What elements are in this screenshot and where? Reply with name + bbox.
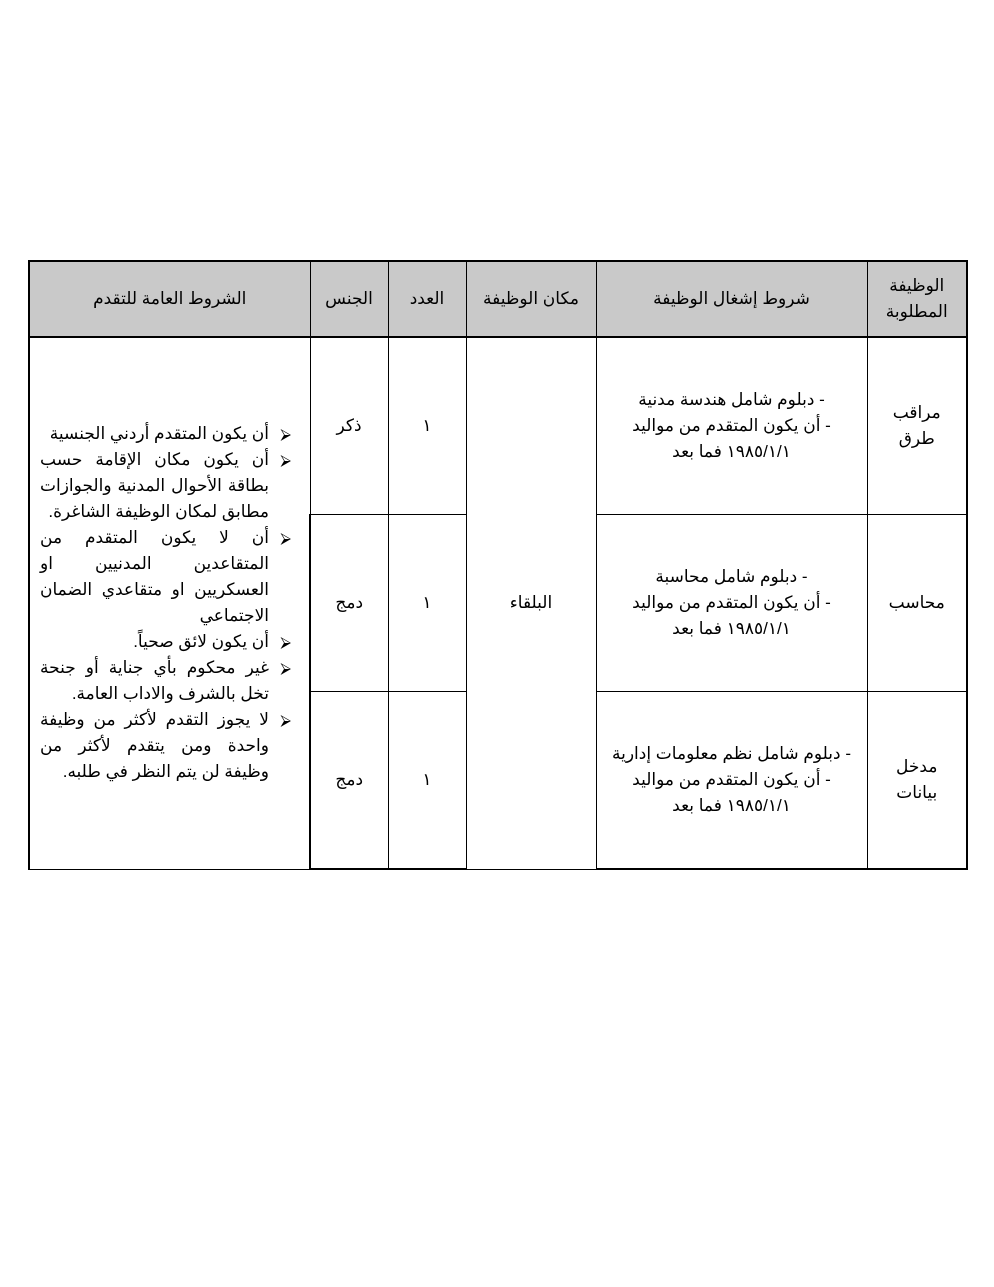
list-item (40, 525, 291, 629)
requirement-line: - أن يكون المتقدم من مواليد (632, 416, 831, 435)
header-count: العدد (388, 261, 466, 337)
checkmark-arrow-icon: ⮚ (280, 451, 291, 470)
job-title (868, 590, 967, 616)
job-title-cell (867, 515, 967, 692)
job-title-line: بيانات (896, 783, 938, 802)
job-title-cell (867, 337, 967, 515)
job-title-cell (867, 692, 967, 870)
checkmark-arrow-icon: ⮚ (280, 529, 291, 548)
requirement-line: ١٩٨٥/١/١ فما بعد (672, 796, 791, 815)
count-cell: ١ (388, 515, 466, 692)
gender-cell: دمج (310, 692, 388, 870)
header-job (867, 261, 967, 337)
job-vacancy-table (28, 260, 968, 870)
requirements-cell (596, 515, 867, 692)
condition-text: لا يجوز التقدم لأكثر من وظيفة واحدة ومن يتقدم لأكثر من وظيفة لن يتم النظر في طلبه. (40, 710, 269, 782)
checkmark-arrow-icon: ⮚ (280, 633, 291, 652)
job-title-line: مدخل (896, 757, 938, 776)
requirement-line: - دبلوم شامل نظم معلومات إدارية (612, 744, 851, 763)
header-job-label: الوظيفة المطلوبة (885, 276, 948, 321)
job-title (868, 754, 967, 806)
job-title-line: طرق (898, 429, 935, 448)
list-item (40, 421, 291, 447)
condition-text: غير محكوم بأي جناية أو جنحة تخل بالشرف والاداب العامة. (40, 658, 269, 704)
condition-text: أن يكون مكان الإقامة حسب بطاقة الأحوال المدنية والجوازات مطابق لمكان الوظيفة الشاغرة. (40, 450, 269, 522)
requirements-list (597, 387, 867, 465)
checkmark-arrow-icon: ⮚ (280, 711, 291, 730)
count-cell: ١ (388, 337, 466, 515)
header-row (29, 261, 967, 337)
checkmark-arrow-icon: ⮚ (280, 659, 291, 678)
list-item (40, 447, 291, 525)
requirement-line: - دبلوم شامل محاسبة (655, 567, 808, 586)
requirements-cell (596, 692, 867, 870)
job-title (868, 400, 967, 452)
requirement-line: - أن يكون المتقدم من مواليد (632, 770, 831, 789)
requirement-line: - أن يكون المتقدم من مواليد (632, 593, 831, 612)
condition-text: أن يكون لائق صحياً. (133, 632, 269, 652)
general-conditions-list (40, 421, 291, 785)
list-item (40, 655, 291, 707)
requirements-list (597, 741, 867, 819)
requirement-line: ١٩٨٥/١/١ فما بعد (672, 442, 791, 461)
header-general-conditions: الشروط العامة للتقدم (29, 261, 310, 337)
gender-cell: دمج (310, 515, 388, 692)
requirements-cell (596, 337, 867, 515)
count-cell: ١ (388, 692, 466, 870)
header-gender: الجنس (310, 261, 388, 337)
gender-cell: ذكر (310, 337, 388, 515)
requirements-list (597, 564, 867, 642)
requirement-line: - دبلوم شامل هندسة مدنية (638, 390, 825, 409)
table-row (29, 337, 967, 515)
location-cell: البلقاء (466, 337, 596, 869)
header-location: مكان الوظيفة (466, 261, 596, 337)
requirement-line: ١٩٨٥/١/١ فما بعد (672, 619, 791, 638)
list-item (40, 707, 291, 785)
condition-text: أن يكون المتقدم أردني الجنسية (49, 424, 269, 444)
job-title-line: مراقب (892, 403, 941, 422)
job-title-line: محاسب (888, 593, 945, 612)
checkmark-arrow-icon: ⮚ (280, 425, 291, 444)
general-conditions-cell (29, 337, 310, 869)
list-item (40, 629, 291, 655)
header-requirements: شروط إشغال الوظيفة (596, 261, 867, 337)
condition-text: أن لا يكون المتقدم من المتقاعدين المدنيين او العسكريين او متقاعدي الضمان الاجتماعي (40, 528, 269, 626)
